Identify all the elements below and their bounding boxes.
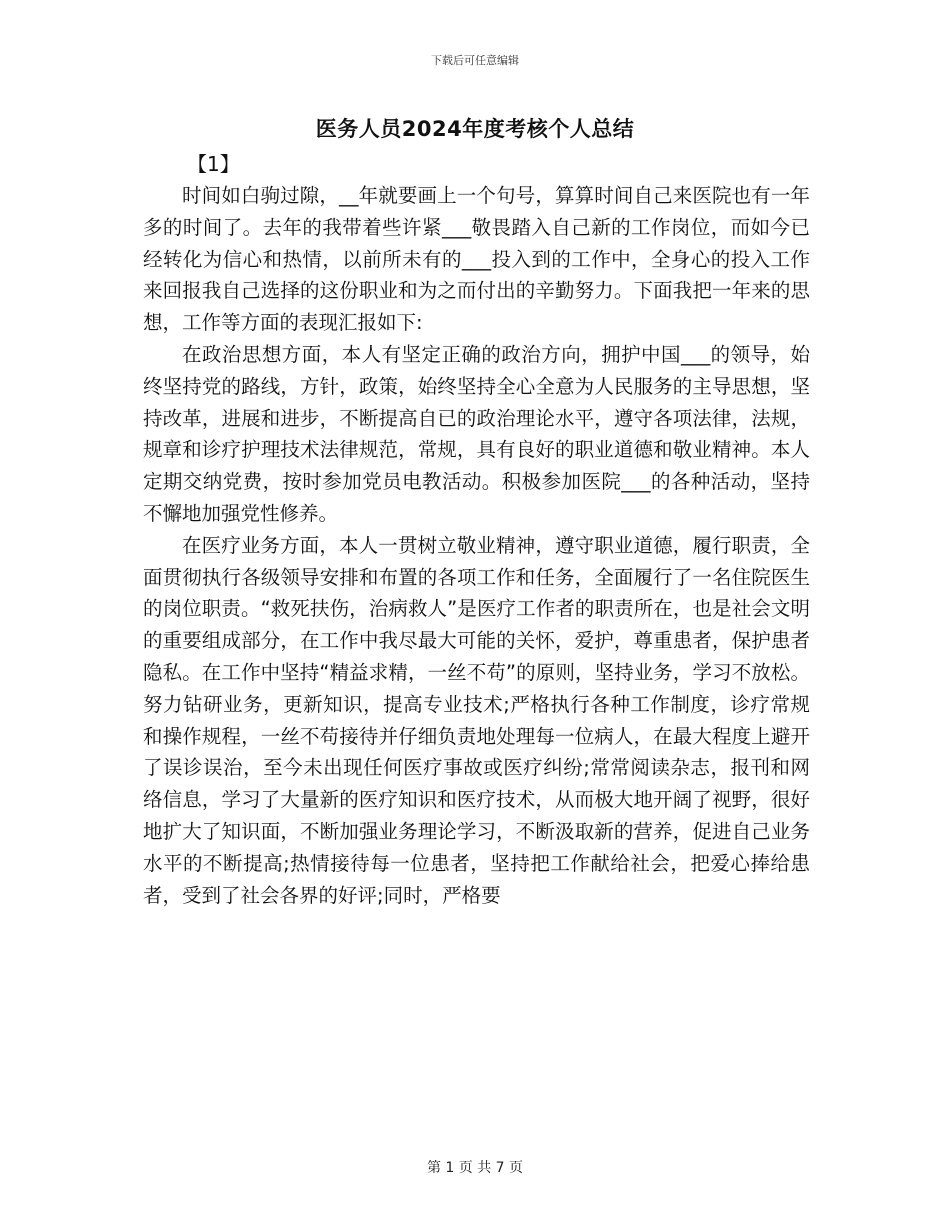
page-number-footer: 第 1 页 共 7 页	[426, 1160, 524, 1176]
document-title: 医务人员2024年度考核个人总结	[315, 117, 635, 141]
paragraph-intro: 时间如白驹过隙，__年就要画上一个句号，算算时间自己来医院也有一年多的时间了。去年的我带着些许紧___敬畏踏入自己新的工作岗位，而如今已经转化为信心和热情，以前所未有的___投入到的工作中，全身心的投入工作来回报我自己选择的这份职业和为之而付出的辛勤努力。下面我把一年来的思想，工作等方面的表现汇报如下:	[143, 184, 810, 335]
document-body	[143, 180, 810, 911]
page-header-note: 下载后可任意编辑	[431, 54, 519, 67]
section-label: 【1】	[187, 152, 240, 176]
paragraph-political: 在政治思想方面，本人有坚定正确的政治方向，拥护中国___的领导，始终坚持党的路线，方针，政策，始终坚持全心全意为人民服务的主导思想，坚持改革，进展和进步，不断提高自已的政治理论水平，遵守各项法律，法规，规章和诊疗护理技术法律规范，常规，具有良好的职业道德和敬业精神。本人定期交纳党费，按时参加党员电教活动。积极参加医院___的各种活动，坚持不懈地加强党性修养。	[143, 342, 810, 525]
paragraph-medical: 在医疗业务方面，本人一贯树立敬业精神，遵守职业道德，履行职责，全面贯彻执行各级领导安排和布置的各项工作和任务，全面履行了一名住院医生的岗位职责。“救死扶伤，治病救人”是医疗工作者的职责所在，也是社会文明的重要组成部分，在工作中我尽最大可能的关怀，爱护，尊重患者，保护患者隐私。在工作中坚持“精益求精，一丝不苟”的原则，坚持业务，学习不放松。努力钻研业务，更新知识，提高专业技术;严格执行各种工作制度，诊疗常规和操作规程，一丝不苟接待并仔细负责地处理每一位病人，在最大程度上避开了误诊误治，至今未出现任何医疗事故或医疗纠纷;常常阅读杂志，报刊和网络信息，学习了大量新的医疗知识和医疗技术，从而极大地开阔了视野，很好地扩大了知识面，不断加强业务理论学习，不断汲取新的营养，促进自己业务水平的不断提高;热情接待每一位患者，坚持把工作献给社会，把爱心捧给患者，受到了社会各界的好评;同时，严格要	[143, 533, 810, 907]
